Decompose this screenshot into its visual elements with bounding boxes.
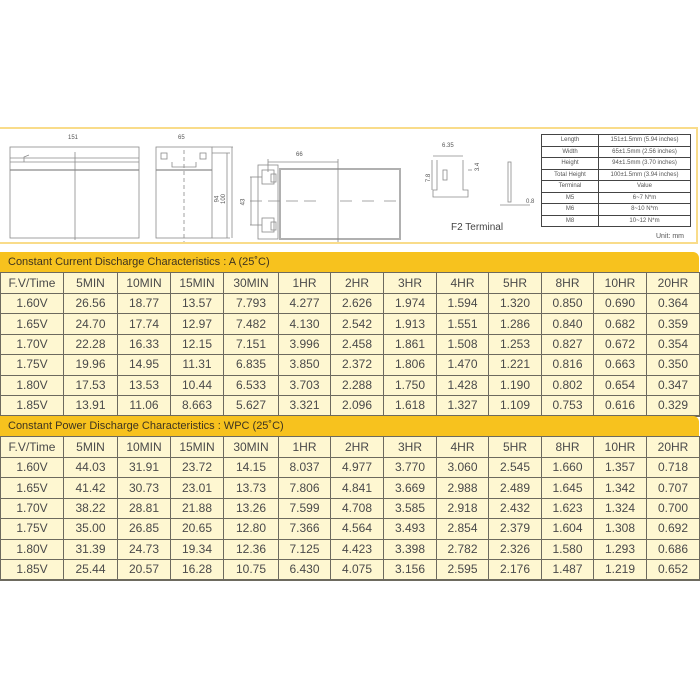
value-cell: 31.39 [64,539,118,559]
value-cell: 14.15 [224,458,279,478]
value-cell: 1.470 [437,355,489,375]
value-cell: 4.708 [331,498,384,518]
side-width-label: 65 [178,135,185,141]
value-cell: 3.321 [279,395,331,416]
value-cell: 5.627 [224,395,279,416]
value-cell: 2.854 [437,519,489,539]
value-cell: 7.806 [279,478,331,498]
column-header: 30MIN [224,437,279,458]
value-cell: 3.060 [437,458,489,478]
value-cell: 1.286 [489,314,542,334]
value-cell: 0.350 [647,355,700,375]
value-cell: 7.366 [279,519,331,539]
torque-label: M6 [542,204,599,216]
value-cell: 7.599 [279,498,331,518]
value-cell: 2.545 [489,458,542,478]
value-cell: 4.841 [331,478,384,498]
torque-value: 10~12 N*m [599,215,691,227]
value-cell: 0.354 [647,334,700,354]
column-header: 30MIN [224,273,279,294]
value-cell: 6.835 [224,355,279,375]
value-cell: 1.357 [594,458,647,478]
value-cell: 1.324 [594,498,647,518]
value-cell: 23.01 [171,478,224,498]
value-cell: 1.618 [384,395,437,416]
value-cell: 13.26 [224,498,279,518]
voltage-cell: 1.85V [1,559,64,580]
torque-label: M8 [542,215,599,227]
value-cell: 1.551 [437,314,489,334]
value-cell: 2.326 [489,539,542,559]
value-cell: 21.88 [171,498,224,518]
value-cell: 0.672 [594,334,647,354]
table-row [1,498,700,518]
value-cell: 20.65 [171,519,224,539]
column-header: 10MIN [118,437,171,458]
spec-row [542,158,691,170]
value-cell: 2.595 [437,559,489,580]
voltage-cell: 1.75V [1,355,64,375]
current-table-title: Constant Current Discharge Characteristics : A (25˚C) [0,252,699,272]
power-table-title: Constant Power Discharge Characteristics : WPC (25˚C) [0,416,699,436]
value-cell: 12.80 [224,519,279,539]
value-cell: 3.585 [384,498,437,518]
value-cell: 3.996 [279,334,331,354]
spec-value: 65±1.5mm (2.56 inches) [599,146,691,158]
column-header: F.V/Time [1,273,64,294]
value-cell: 11.31 [171,355,224,375]
value-cell: 17.53 [64,375,118,395]
column-header: 15MIN [171,273,224,294]
voltage-cell: 1.80V [1,539,64,559]
value-cell: 2.372 [331,355,384,375]
table-row [1,294,700,314]
value-cell: 3.493 [384,519,437,539]
terminal-thickness-label: 0.8 [526,199,535,205]
table-row [1,458,700,478]
value-cell: 35.00 [64,519,118,539]
value-cell: 4.564 [331,519,384,539]
value-cell: 11.06 [118,395,171,416]
value-cell: 1.487 [542,559,594,580]
value-cell: 16.33 [118,334,171,354]
value-cell: 4.423 [331,539,384,559]
value-cell: 4.277 [279,294,331,314]
column-header: 5HR [489,273,542,294]
value-cell: 0.827 [542,334,594,354]
value-cell: 0.707 [647,478,700,498]
front-width-label: 151 [68,135,79,141]
value-cell: 1.974 [384,294,437,314]
column-header: 3HR [384,273,437,294]
value-cell: 26.56 [64,294,118,314]
torque-value: 8~10 N*m [599,204,691,216]
table-row [1,355,700,375]
value-cell: 14.95 [118,355,171,375]
value-cell: 17.74 [118,314,171,334]
column-header: 2HR [331,437,384,458]
terminal-width-label: 6.35 [442,143,454,149]
torque-value: 6~7 N*m [599,192,691,204]
current-discharge-table [0,272,700,417]
value-cell: 1.580 [542,539,594,559]
torque-label: M5 [542,192,599,204]
unit-label: Unit: mm [656,233,684,240]
voltage-cell: 1.75V [1,519,64,539]
value-cell: 10.75 [224,559,279,580]
value-cell: 3.156 [384,559,437,580]
value-cell: 1.623 [542,498,594,518]
value-cell: 1.645 [542,478,594,498]
value-cell: 0.816 [542,355,594,375]
value-cell: 2.288 [331,375,384,395]
column-header: 10HR [594,437,647,458]
torque-row [542,215,691,227]
value-cell: 12.36 [224,539,279,559]
value-cell: 2.782 [437,539,489,559]
value-cell: 2.432 [489,498,542,518]
value-cell: 8.037 [279,458,331,478]
value-cell: 1.253 [489,334,542,354]
terminal-height-label: 7.8 [426,173,433,183]
value-cell: 0.616 [594,395,647,416]
spec-label: Width [542,146,599,158]
value-cell: 2.489 [489,478,542,498]
column-header: 5HR [489,437,542,458]
column-header: 3HR [384,437,437,458]
value-cell: 3.770 [384,458,437,478]
column-header: 8HR [542,437,594,458]
value-cell: 1.109 [489,395,542,416]
value-cell: 6.430 [279,559,331,580]
table-row [1,375,700,395]
value-cell: 0.347 [647,375,700,395]
value-cell: 7.482 [224,314,279,334]
spec-label: Length [542,135,599,147]
value-cell: 1.221 [489,355,542,375]
torque-header-label: Terminal [542,181,599,193]
value-cell: 30.73 [118,478,171,498]
value-cell: 26.85 [118,519,171,539]
voltage-cell: 1.80V [1,375,64,395]
value-cell: 4.130 [279,314,331,334]
side-height-label: 94 [214,195,221,203]
value-cell: 2.458 [331,334,384,354]
power-discharge-table [0,436,700,581]
value-cell: 18.77 [118,294,171,314]
header-row [1,273,700,294]
value-cell: 28.81 [118,498,171,518]
torque-header-value: Value [599,181,691,193]
value-cell: 25.44 [64,559,118,580]
torque-row [542,204,691,216]
value-cell: 2.542 [331,314,384,334]
value-cell: 0.692 [647,519,700,539]
value-cell: 12.97 [171,314,224,334]
value-cell: 38.22 [64,498,118,518]
value-cell: 0.359 [647,314,700,334]
value-cell: 23.72 [171,458,224,478]
voltage-cell: 1.70V [1,334,64,354]
value-cell: 12.15 [171,334,224,354]
value-cell: 2.918 [437,498,489,518]
value-cell: 1.604 [542,519,594,539]
voltage-cell: 1.70V [1,498,64,518]
column-header: 8HR [542,273,594,294]
value-cell: 0.682 [594,314,647,334]
column-header: 10HR [594,273,647,294]
table-row [1,314,700,334]
value-cell: 0.802 [542,375,594,395]
table-row [1,539,700,559]
value-cell: 13.91 [64,395,118,416]
dimensions-spec-table [541,134,691,227]
value-cell: 1.308 [594,519,647,539]
value-cell: 1.861 [384,334,437,354]
value-cell: 13.53 [118,375,171,395]
value-cell: 0.700 [647,498,700,518]
spec-value: 151±1.5mm (5.94 inches) [599,135,691,147]
value-cell: 3.850 [279,355,331,375]
top-length-label: 66 [296,152,303,158]
column-header: 4HR [437,437,489,458]
table-row [1,334,700,354]
column-header: 1HR [279,437,331,458]
side-total-height-label: 100 [221,193,228,205]
column-header: 4HR [437,273,489,294]
voltage-cell: 1.85V [1,395,64,416]
column-header: 15MIN [171,437,224,458]
value-cell: 0.663 [594,355,647,375]
value-cell: 13.73 [224,478,279,498]
spec-label: Total Height [542,169,599,181]
value-cell: 1.660 [542,458,594,478]
value-cell: 1.342 [594,478,647,498]
value-cell: 1.320 [489,294,542,314]
value-cell: 2.626 [331,294,384,314]
spec-value: 100±1.5mm (3.94 inches) [599,169,691,181]
value-cell: 19.34 [171,539,224,559]
power-discharge-section [0,416,699,581]
value-cell: 1.508 [437,334,489,354]
value-cell: 2.096 [331,395,384,416]
value-cell: 0.690 [594,294,647,314]
value-cell: 22.28 [64,334,118,354]
value-cell: 1.327 [437,395,489,416]
value-cell: 7.793 [224,294,279,314]
value-cell: 1.806 [384,355,437,375]
column-header: F.V/Time [1,437,64,458]
current-discharge-section [0,252,699,417]
column-header: 2HR [331,273,384,294]
voltage-cell: 1.60V [1,294,64,314]
value-cell: 0.364 [647,294,700,314]
value-cell: 19.96 [64,355,118,375]
value-cell: 24.70 [64,314,118,334]
spec-label: Height [542,158,599,170]
value-cell: 0.753 [542,395,594,416]
value-cell: 2.379 [489,519,542,539]
value-cell: 13.57 [171,294,224,314]
value-cell: 4.075 [331,559,384,580]
value-cell: 31.91 [118,458,171,478]
column-header: 10MIN [118,273,171,294]
header-row [1,437,700,458]
value-cell: 6.533 [224,375,279,395]
value-cell: 1.594 [437,294,489,314]
value-cell: 20.57 [118,559,171,580]
terminal-spacing-label: 43 [240,198,247,206]
value-cell: 2.988 [437,478,489,498]
spec-row [542,135,691,147]
column-header: 1HR [279,273,331,294]
value-cell: 0.654 [594,375,647,395]
value-cell: 7.151 [224,334,279,354]
value-cell: 1.190 [489,375,542,395]
value-cell: 4.977 [331,458,384,478]
value-cell: 10.44 [171,375,224,395]
spec-value: 94±1.5mm (3.70 inches) [599,158,691,170]
value-cell: 3.669 [384,478,437,498]
table-row [1,559,700,580]
value-cell: 1.219 [594,559,647,580]
value-cell: 0.652 [647,559,700,580]
value-cell: 0.850 [542,294,594,314]
value-cell: 0.718 [647,458,700,478]
spec-row [542,146,691,158]
value-cell: 1.293 [594,539,647,559]
terminal-hole-label: 3.4 [475,162,482,172]
value-cell: 1.913 [384,314,437,334]
value-cell: 3.703 [279,375,331,395]
voltage-cell: 1.65V [1,314,64,334]
value-cell: 2.176 [489,559,542,580]
f2-terminal-title: F2 Terminal [451,222,504,233]
value-cell: 3.398 [384,539,437,559]
torque-row [542,192,691,204]
voltage-cell: 1.65V [1,478,64,498]
value-cell: 0.840 [542,314,594,334]
value-cell: 0.329 [647,395,700,416]
column-header: 5MIN [64,273,118,294]
voltage-cell: 1.60V [1,458,64,478]
torque-header-row [542,181,691,193]
table-row [1,519,700,539]
value-cell: 1.750 [384,375,437,395]
value-cell: 44.03 [64,458,118,478]
value-cell: 0.686 [647,539,700,559]
column-header: 5MIN [64,437,118,458]
value-cell: 1.428 [437,375,489,395]
value-cell: 41.42 [64,478,118,498]
value-cell: 7.125 [279,539,331,559]
column-header: 20HR [647,273,700,294]
value-cell: 16.28 [171,559,224,580]
column-header: 20HR [647,437,700,458]
value-cell: 8.663 [171,395,224,416]
spec-row [542,169,691,181]
value-cell: 24.73 [118,539,171,559]
table-row [1,478,700,498]
table-row [1,395,700,416]
